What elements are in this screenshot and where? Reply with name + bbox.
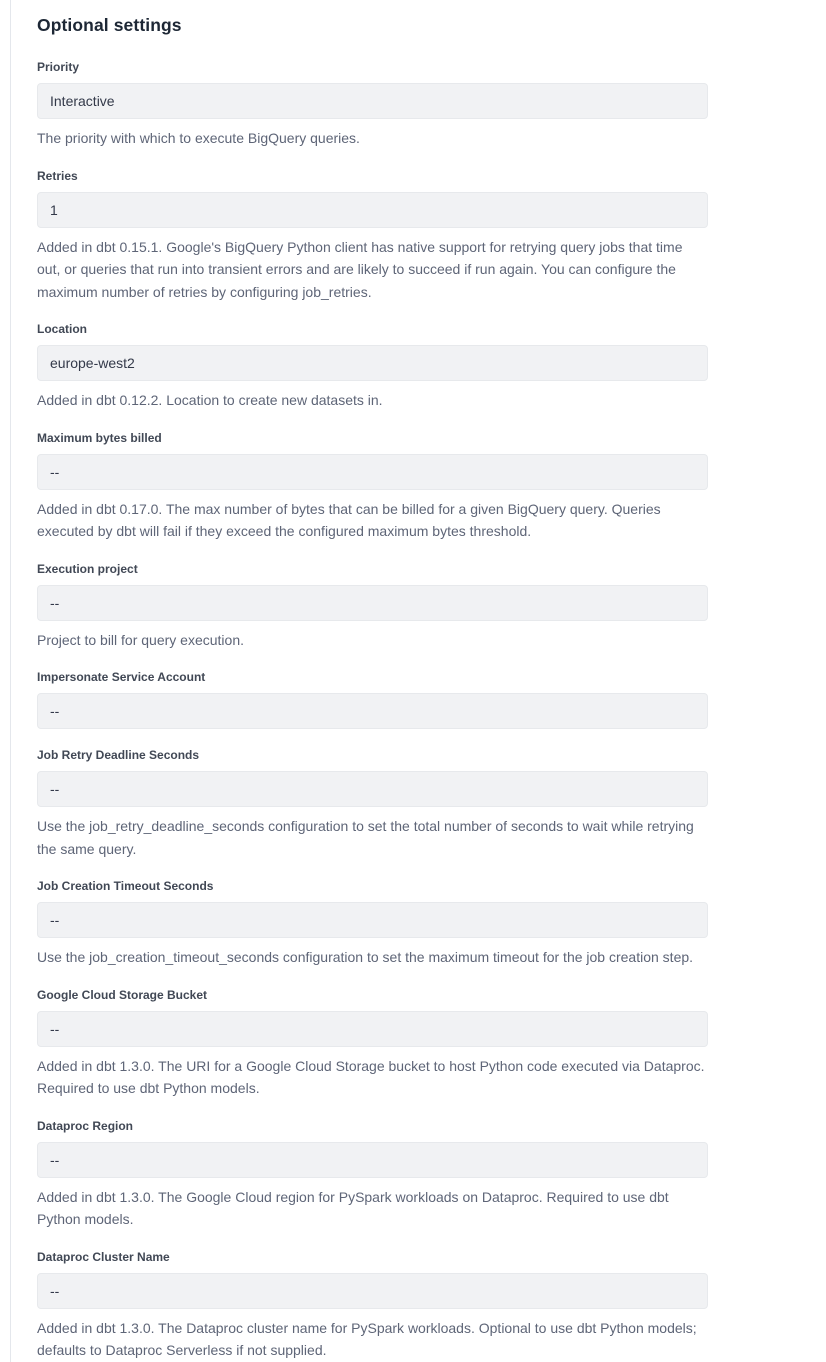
retries-input[interactable]: 1 bbox=[37, 192, 708, 228]
field-group-location bbox=[37, 322, 708, 412]
field-group-maximum-bytes-billed bbox=[37, 431, 708, 543]
dataproc-region-label: Dataproc Region bbox=[37, 1118, 134, 1133]
priority-label: Priority bbox=[37, 60, 80, 74]
page-title: Optional settings bbox=[37, 15, 182, 35]
execution-project-label: Execution project bbox=[37, 561, 138, 576]
location-input[interactable]: europe-west2 bbox=[37, 345, 708, 381]
job-creation-timeout-seconds-input[interactable]: -- bbox=[37, 902, 708, 938]
field-group-dataproc-region bbox=[37, 1119, 708, 1231]
dataproc-cluster-name-help: Added in dbt 1.3.0. The Dataproc cluster name for PySpark workloads. Optional to use dbt Python models; defaults to Dataproc Serverless if not supplied. bbox=[37, 1319, 697, 1358]
optional-settings-panel bbox=[10, 0, 826, 1362]
optional-settings-content bbox=[37, 15, 708, 1362]
field-group-execution-project bbox=[37, 562, 708, 652]
google-cloud-storage-bucket-help: Added in dbt 1.3.0. The URI for a Google Cloud Storage bucket to host Python code executed via Dataproc. Required to use dbt Python models. bbox=[37, 1057, 705, 1096]
impersonate-service-account-label: Impersonate Service Account bbox=[37, 670, 206, 684]
job-creation-timeout-seconds-label: Job Creation Timeout Seconds bbox=[37, 879, 214, 893]
location-help: Added in dbt 0.12.2. Location to create new datasets in. bbox=[37, 392, 383, 408]
priority-help: The priority with which to execute BigQuery queries. bbox=[37, 130, 360, 146]
maximum-bytes-billed-label: Maximum bytes billed bbox=[37, 430, 162, 445]
job-retry-deadline-seconds-help: Use the job_retry_deadline_seconds configuration to set the total number of seconds to wait while retrying the same query. bbox=[37, 818, 694, 857]
field-group-job-creation-timeout-seconds bbox=[37, 879, 708, 969]
google-cloud-storage-bucket-label: Google Cloud Storage Bucket bbox=[37, 987, 208, 1002]
maximum-bytes-billed-help: Added in dbt 0.17.0. The max number of bytes that can be billed for a given BigQuery query. Queries executed by dbt will fail if they exceed the configured maximum bytes threshold. bbox=[37, 500, 661, 539]
dataproc-region-input[interactable]: -- bbox=[37, 1142, 708, 1178]
dataproc-cluster-name-input[interactable]: -- bbox=[37, 1273, 708, 1309]
impersonate-service-account-input[interactable]: -- bbox=[37, 693, 708, 729]
job-creation-timeout-seconds-help: Use the job_creation_timeout_seconds configuration to set the maximum timeout for the job creation step. bbox=[37, 949, 694, 965]
field-group-priority bbox=[37, 60, 708, 150]
maximum-bytes-billed-input[interactable]: -- bbox=[37, 454, 708, 490]
execution-project-input[interactable]: -- bbox=[37, 585, 708, 621]
field-group-google-cloud-storage-bucket bbox=[37, 988, 708, 1100]
field-group-job-retry-deadline-seconds bbox=[37, 748, 708, 860]
retries-label: Retries bbox=[37, 168, 78, 183]
location-label: Location bbox=[37, 322, 87, 336]
field-group-retries bbox=[37, 169, 708, 304]
dataproc-cluster-name-label: Dataproc Cluster Name bbox=[37, 1249, 170, 1264]
job-retry-deadline-seconds-input[interactable]: -- bbox=[37, 771, 708, 807]
execution-project-help: Project to bill for query execution. bbox=[37, 631, 244, 648]
google-cloud-storage-bucket-input[interactable]: -- bbox=[37, 1011, 708, 1047]
priority-input[interactable]: Interactive bbox=[37, 83, 708, 119]
field-group-impersonate-service-account bbox=[37, 670, 708, 729]
dataproc-region-help: Added in dbt 1.3.0. The Google Cloud region for PySpark workloads on Dataproc. Required to use dbt Python models. bbox=[37, 1188, 669, 1227]
job-retry-deadline-seconds-label: Job Retry Deadline Seconds bbox=[37, 748, 200, 762]
retries-help: Added in dbt 0.15.1. Google's BigQuery Python client has native support for retrying query jobs that time out, or queries that run into transient errors and are likely to succeed if run again. You can configure the maximum number of retries by configuring job_retries. bbox=[37, 238, 683, 300]
field-group-dataproc-cluster-name bbox=[37, 1250, 708, 1362]
